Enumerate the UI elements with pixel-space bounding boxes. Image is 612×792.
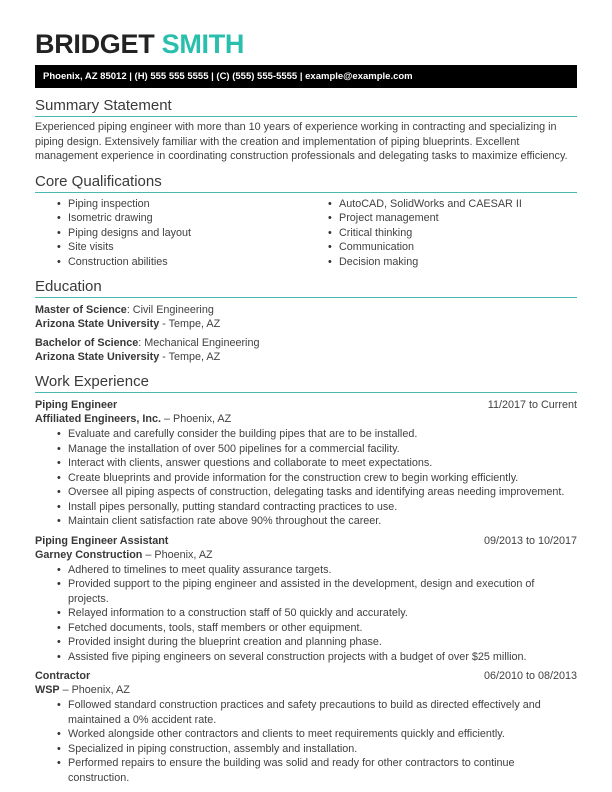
degree-name: Master of Science — [35, 304, 127, 317]
list-item: • Followed standard construction practices and safety precautions to build as directed effectively and maintained a 0% accident rate. — [57, 698, 577, 727]
education-entry — [35, 336, 577, 364]
list-item: • Performed repairs to ensure the building was solid and ready for other contractors to continue construction. — [57, 756, 577, 785]
education-entry — [35, 303, 577, 331]
job-entry — [35, 669, 577, 785]
list-item: • Worked alongside other contractors and clients to meet requirements quickly and efficiently. — [57, 727, 577, 742]
degree-field: : Civil Engineering — [126, 304, 214, 317]
list-item: • Evaluate and carefully consider the building pipes that are to be installed. — [57, 427, 577, 442]
resume-name — [35, 30, 577, 58]
list-item: • Provided support to the piping engineer and assisted in the development, design and execution of projects. — [57, 577, 577, 606]
job-title: Contractor — [35, 670, 91, 683]
section-heading-core-qualifications: Core Qualifications — [35, 173, 577, 193]
company-line — [35, 412, 577, 426]
list-item: • Assisted five piping engineers on several construction projects with a budget of over $25 million. — [57, 650, 577, 665]
company-line — [35, 683, 577, 697]
list-item: • Communication — [328, 240, 577, 255]
job-entry — [35, 398, 577, 529]
company-name: Garney Construction — [35, 548, 143, 561]
qualifications-list-left — [35, 197, 306, 270]
list-item: • Construction abilities — [57, 255, 306, 270]
list-item: • Provided insight during the blueprint creation and planning phase. — [57, 635, 577, 650]
job-header — [35, 398, 577, 412]
qualifications-column-right — [306, 196, 577, 270]
school-location: - Tempe, AZ — [159, 351, 221, 364]
section-heading-education: Education — [35, 278, 577, 298]
school-name: Arizona State University — [35, 318, 160, 331]
degree-name: Bachelor of Science — [35, 337, 139, 350]
section-core-qualifications — [35, 173, 577, 270]
company-line — [35, 548, 577, 562]
list-item: • Create blueprints and provide information for the construction crew to begin working efficiently. — [57, 471, 577, 486]
section-heading-summary: Summary Statement — [35, 97, 577, 117]
contact-bar: Phoenix, AZ 85012 | (H) 555 555 5555 | (C) (555) 555-5555 | example@example.com — [35, 65, 577, 88]
job-header — [35, 534, 577, 548]
school-name: Arizona State University — [35, 351, 160, 364]
school-location: - Tempe, AZ — [159, 318, 221, 331]
job-header — [35, 669, 577, 683]
degree-line — [35, 336, 577, 350]
list-item: • Manage the installation of over 500 pipelines for a commercial facility. — [57, 442, 577, 457]
degree-line — [35, 303, 577, 317]
job-dates: 06/2010 to 08/2013 — [483, 670, 577, 683]
list-item: • Isometric drawing — [57, 211, 306, 226]
job-dates: 11/2017 to Current — [487, 399, 577, 412]
job-dates: 09/2013 to 10/2017 — [483, 534, 577, 547]
school-line — [35, 350, 577, 364]
list-item: • Decision making — [328, 255, 577, 270]
list-item: • Project management — [328, 211, 577, 226]
section-education — [35, 278, 577, 364]
last-name: SMITH — [161, 29, 245, 59]
summary-text: Experienced piping engineer with more than 10 years of experience working in contracting and specializing in piping design. Extensively familiar with the creation and implementation of piping blueprints. Excellent management experience in coordinating construction professionals and delegating tasks to maximize efficiency. — [35, 121, 568, 163]
job-bullets — [35, 563, 577, 665]
list-item: • Piping designs and layout — [57, 226, 306, 241]
section-summary — [35, 97, 577, 164]
school-line — [35, 317, 577, 331]
qualifications-column-left — [35, 196, 306, 270]
first-name: BRIDGET — [35, 29, 162, 59]
list-item: • Piping inspection — [57, 197, 306, 212]
list-item: • Maintain client satisfaction rate above 90% throughout the career. — [57, 514, 577, 529]
job-title: Piping Engineer Assistant — [35, 534, 169, 547]
qualifications-list-right — [306, 197, 577, 270]
company-location: – Phoenix, AZ — [59, 684, 130, 697]
company-name: WSP — [35, 684, 60, 697]
section-work-experience — [35, 373, 577, 785]
company-location: – Phoenix, AZ — [161, 413, 232, 426]
job-title: Piping Engineer — [35, 399, 118, 412]
section-heading-work-experience: Work Experience — [35, 373, 577, 393]
list-item: • Fetched documents, tools, staff members or other equipment. — [57, 621, 577, 636]
company-name: Affiliated Engineers, Inc. — [35, 413, 161, 426]
list-item: • Install pipes personally, putting standard contracting practices to use. — [57, 500, 577, 515]
list-item: • Site visits — [57, 240, 306, 255]
list-item: • Specialized in piping construction, assembly and installation. — [57, 742, 577, 757]
list-item: • AutoCAD, SolidWorks and CAESAR II — [328, 197, 577, 212]
job-bullets — [35, 427, 577, 529]
list-item: • Relayed information to a construction staff of 50 quickly and accurately. — [57, 606, 577, 621]
degree-field: : Mechanical Engineering — [138, 337, 260, 350]
job-entry — [35, 534, 577, 665]
company-location: – Phoenix, AZ — [142, 548, 213, 561]
list-item: • Critical thinking — [328, 226, 577, 241]
job-bullets — [35, 698, 577, 785]
list-item: • Interact with clients, answer questions and collaborate to meet expectations. — [57, 456, 577, 471]
list-item: • Adhered to timelines to meet quality assurance targets. — [57, 563, 577, 578]
list-item: • Oversee all piping aspects of construction, delegating tasks and identifying areas needing improvement. — [57, 485, 577, 500]
qualifications-columns — [35, 196, 577, 270]
